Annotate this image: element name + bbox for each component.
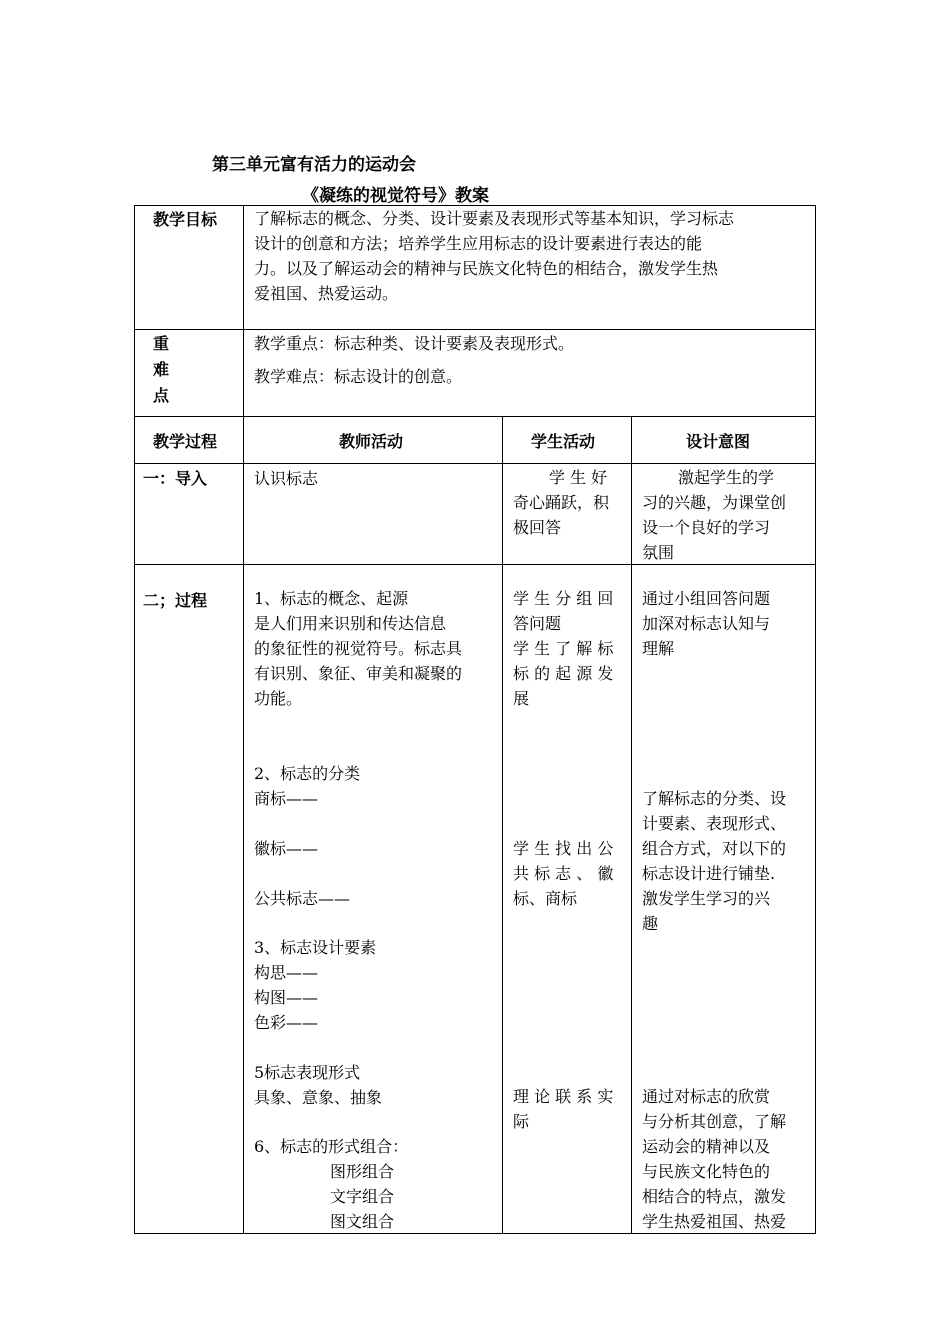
intro-intent-line: 氛围 <box>642 543 675 562</box>
key-difficulty: 教学难点：标志设计的创意。 <box>254 367 463 386</box>
goal-line: 设计的创意和方法；培养学生应用标志的设计要素进行表达的能 <box>254 234 703 253</box>
goal-label: 教学目标 <box>153 210 218 229</box>
student-line: 共 标 志 、 徽 <box>513 864 614 883</box>
student-line: 答问题 <box>513 614 562 633</box>
intent-line: 计要素、表现形式、 <box>642 814 787 833</box>
unit-title: 第三单元富有活力的运动会 <box>212 155 416 175</box>
teacher-line: 构图—— <box>254 988 319 1007</box>
student-line: 标、商标 <box>513 889 578 908</box>
intent-line: 与民族文化特色的 <box>642 1162 771 1181</box>
intent-line: 通过对标志的欣赏 <box>642 1087 771 1106</box>
intent-line: 了解标志的分类、设 <box>642 789 787 808</box>
teacher-line: 文字组合 <box>330 1187 395 1206</box>
student-line: 学 生 了 解 标 <box>513 639 614 658</box>
goal-line: 了解标志的概念、分类、设计要素及表现形式等基本知识，学习标志 <box>254 209 735 228</box>
teacher-line: 是人们用来识别和传达信息 <box>254 614 447 633</box>
intro-intent-line: 设一个良好的学习 <box>642 518 771 537</box>
teacher-line: 6、标志的形式组合： <box>254 1137 409 1156</box>
teacher-line: 具象、意象、抽象 <box>254 1088 383 1107</box>
intent-line: 运动会的精神以及 <box>642 1137 771 1156</box>
col-divider <box>243 206 244 1234</box>
intent-line: 学生热爱祖国、热爱 <box>642 1212 787 1231</box>
intent-line: 通过小组回答问题 <box>642 589 771 608</box>
intent-line: 标志设计进行铺垫. <box>642 864 776 883</box>
teacher-line: 商标—— <box>254 789 319 808</box>
intent-line: 与分析其创意，了解 <box>642 1112 787 1131</box>
header-teacher: 教师活动 <box>339 432 404 451</box>
teacher-line: 图文组合 <box>330 1212 395 1231</box>
col-divider <box>815 206 816 1234</box>
intent-line: 相结合的特点，激发 <box>642 1187 787 1206</box>
student-line: 展 <box>513 689 530 708</box>
keypoints-label <box>153 331 169 409</box>
row-divider <box>135 329 816 330</box>
teacher-line: 色彩—— <box>254 1013 319 1032</box>
teacher-line: 3、标志设计要素 <box>254 938 377 957</box>
lesson-title: 《凝练的视觉符号》教案 <box>302 186 489 206</box>
student-line: 学 生 找 出 公 <box>513 839 614 858</box>
intro-student-line: 奇心踊跃，积 <box>513 493 610 512</box>
header-student: 学生活动 <box>531 432 596 451</box>
goal-line: 爱祖国、热爱运动。 <box>254 284 399 303</box>
teacher-line: 徽标—— <box>254 839 319 858</box>
intent-line: 加深对标志认知与 <box>642 614 771 633</box>
intent-line: 激发学生学习的兴 <box>642 889 771 908</box>
goal-line: 力。以及了解运动会的精神与民族文化特色的相结合，激发学生热 <box>254 259 719 278</box>
header-intent: 设计意图 <box>686 432 751 451</box>
intent-line: 趣 <box>642 914 659 933</box>
intent-line: 组合方式，对以下的 <box>642 839 787 858</box>
teacher-line: 1、标志的概念、起源 <box>254 589 409 608</box>
keypoints-label-char: 重 <box>153 334 170 353</box>
teacher-line: 的象征性的视觉符号。标志具 <box>254 639 463 658</box>
key-focus: 教学重点：标志种类、设计要素及表现形式。 <box>254 334 575 353</box>
teacher-line: 功能。 <box>254 689 303 708</box>
process-label: 二；过程 <box>143 591 208 610</box>
teacher-line: 2、标志的分类 <box>254 764 361 783</box>
teacher-line: 图形组合 <box>330 1162 395 1181</box>
header-process: 教学过程 <box>153 432 218 451</box>
intro-label: 一：导入 <box>143 469 208 488</box>
row-divider <box>135 416 816 417</box>
intro-teacher: 认识标志 <box>254 469 319 488</box>
teacher-line: 构思—— <box>254 963 319 982</box>
student-line: 学 生 分 组 回 <box>513 589 614 608</box>
intro-student-line: 极回答 <box>513 518 562 537</box>
intro-student-line: 学 生 好 <box>549 468 608 487</box>
intro-student <box>513 465 625 540</box>
col-divider <box>631 416 632 1234</box>
teacher-line: 公共标志—— <box>254 889 351 908</box>
student-line: 标 的 起 源 发 <box>513 664 614 683</box>
student-line: 理 论 联 系 实 <box>513 1087 614 1106</box>
teacher-line: 5标志表现形式 <box>254 1063 361 1082</box>
lesson-plan-table <box>134 205 816 1234</box>
keypoints-label-char: 难 <box>153 360 170 379</box>
intro-intent <box>642 465 810 565</box>
teacher-line: 有识别、象征、审美和凝聚的 <box>254 664 463 683</box>
intro-intent-line: 习的兴趣，为课堂创 <box>642 493 787 512</box>
keypoints-label-char: 点 <box>153 386 170 405</box>
intro-intent-line: 激起学生的学 <box>678 468 775 487</box>
student-line: 际 <box>513 1112 530 1131</box>
row-divider <box>135 463 816 464</box>
intent-line: 理解 <box>642 639 675 658</box>
col-divider <box>502 416 503 1234</box>
